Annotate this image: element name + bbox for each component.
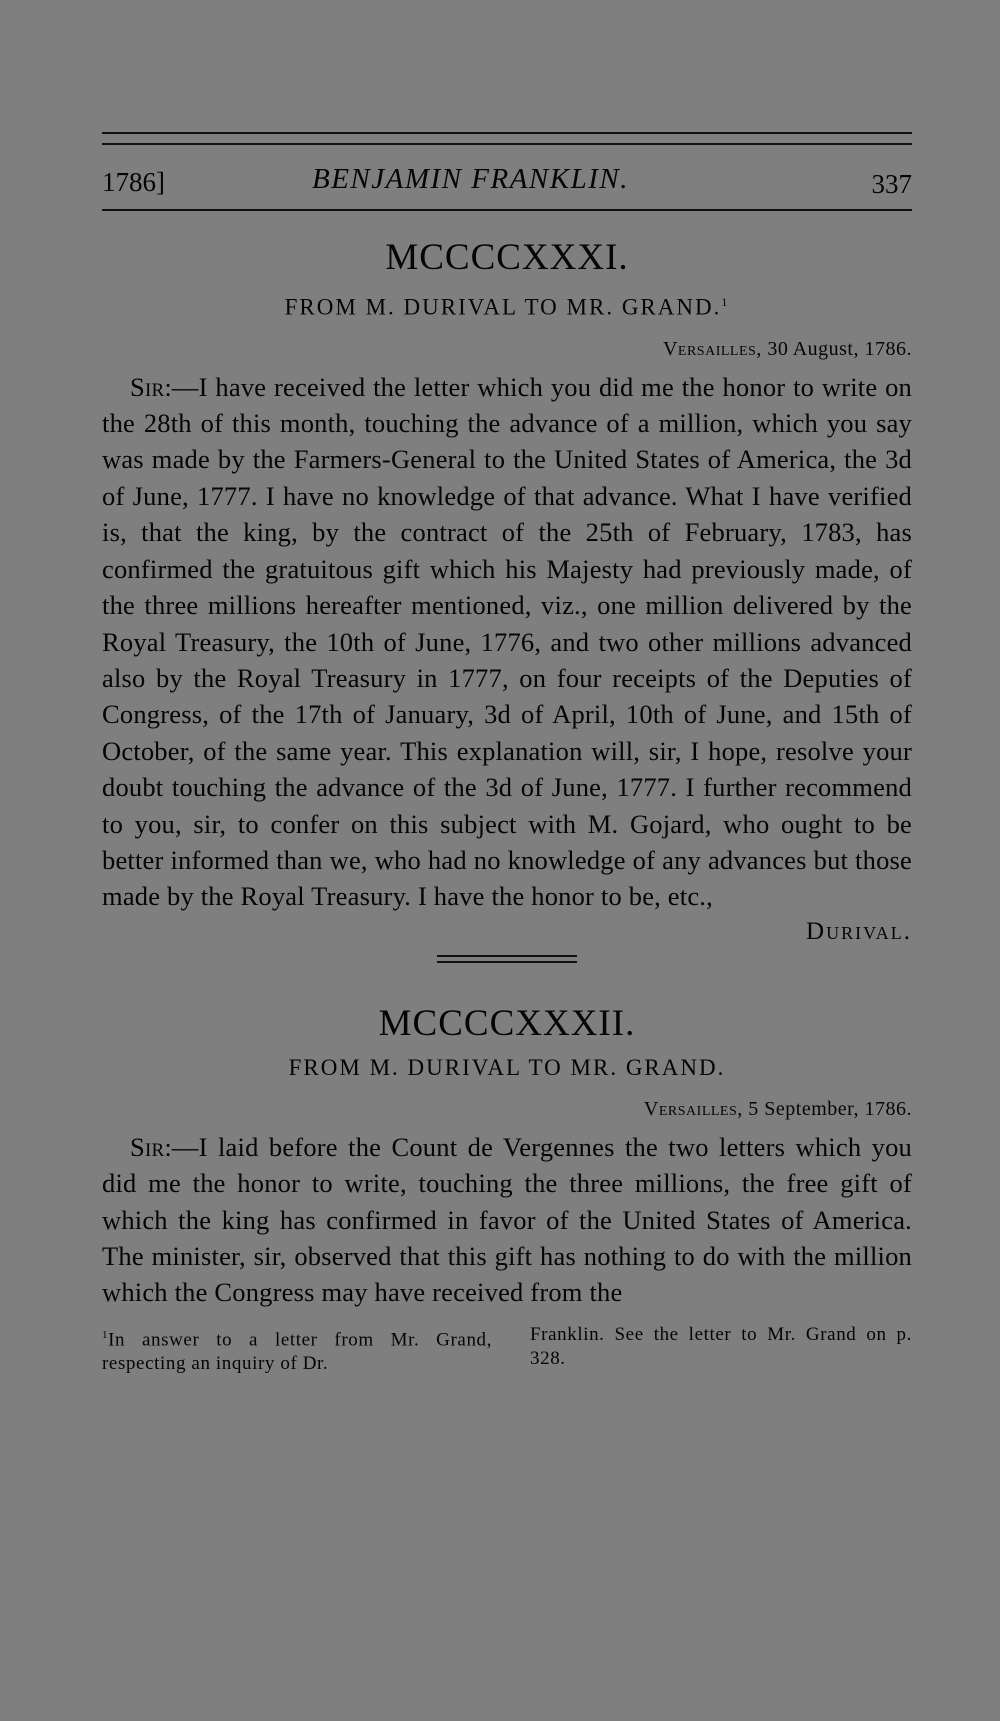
letter-body-text: :—I have received the letter which you did me the honor to write on the 28th of this month, touching the advance of a million, which you say was made by the Farmers-General to the United States of America, the 3d of June, 1777. I have no knowledge of that advance. What I have verified is, that the king, by the contract of the 25th of February, 1783, has confirmed the gratuitous gift which his Majesty had previously made, of the three millions hereafter mentioned, viz., one million delivered by the Royal Treasury, the 10th of June, 1776, and two other millions advanced also by the Royal Treasury in 1777, on four receipts of the Deputies of Congress, of the 17th of January, 3d of April, 10th of June, and 15th of October, of the same year. This explanation will, sir, I hope, resolve your doubt touching the advance of the 3d of June, 1777. I further recommend to you, sir, to confer on this subject with M. Gojard, who ought to be better informed than we, who had no knowledge of any advances but those made by the Royal Treasury. I have the honor to be, etc., xyxy=(102,371,912,912)
running-head-title: BENJAMIN FRANKLIN. xyxy=(312,163,629,195)
dateline-place: Versailles, xyxy=(643,1097,743,1120)
running-head-rule xyxy=(102,209,912,211)
top-rule-secondary xyxy=(102,143,912,145)
signature: Durival. xyxy=(806,917,912,945)
running-head xyxy=(102,157,912,207)
letter-body-text: :—I laid before the Count de Vergennes the two letters which you did me the honor to write, touching the three millions, the free gift of which the king has confirmed in favor of the United States of America. The minister, sir, observed that this gift has nothing to do with the million which the Congress may have received from the xyxy=(102,1131,912,1308)
running-head-year: 1786] xyxy=(102,167,165,197)
dateline-date: 30 August, 1786. xyxy=(767,337,912,360)
dateline xyxy=(102,337,912,361)
page-number: 337 xyxy=(871,169,912,199)
top-rule xyxy=(102,132,912,134)
footnote-number: 1 xyxy=(102,1328,109,1341)
letter-heading: FROM M. DURIVAL TO MR. GRAND. xyxy=(288,1054,726,1080)
letter-body xyxy=(102,1129,912,1311)
section-divider xyxy=(437,955,577,963)
dateline xyxy=(102,1097,912,1121)
footnote-column-2: Franklin. See the letter to Mr. Grand on p. 328. xyxy=(530,1323,912,1369)
footnote-text-1: In answer to a letter from Mr. Grand, respecting an inquiry of Dr. xyxy=(102,1329,492,1375)
book-page xyxy=(102,132,912,1379)
letter-heading-text: FROM M. DURIVAL TO MR. GRAND. xyxy=(284,294,722,320)
letter-body xyxy=(102,369,912,915)
letter-number: MCCCCXXXI. xyxy=(385,237,629,278)
footnote-marker: 1 xyxy=(721,295,730,309)
footnote-column-1 xyxy=(102,1323,492,1376)
letter-number: MCCCCXXXII. xyxy=(378,1002,636,1044)
letter-heading xyxy=(102,287,912,323)
salutation: Sir xyxy=(130,1131,165,1162)
dateline-date: 5 September, 1786. xyxy=(748,1097,912,1120)
footnote xyxy=(102,1323,912,1379)
salutation: Sir xyxy=(130,371,165,402)
dateline-place: Versailles, xyxy=(662,337,762,360)
